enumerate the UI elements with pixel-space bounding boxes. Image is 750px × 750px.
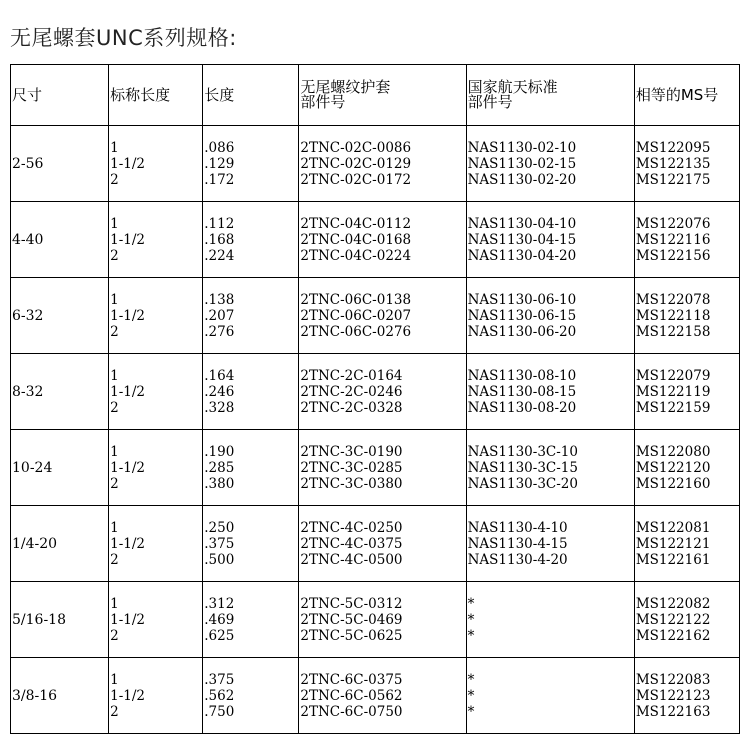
length-value: .625 [204,627,235,644]
length-value: .312 [204,595,235,612]
nas-number-value: NAS1130-06-15 [467,307,577,324]
nas-number-value: NAS1130-3C-15 [467,459,578,476]
ms-number-value: MS122095 [635,139,711,156]
nominal-length-value: 2 [110,551,119,568]
part-number-value: 2TNC-5C-0312 [300,595,403,612]
nominal-length-cell [109,658,203,734]
part-number-value: 2TNC-5C-0469 [300,611,403,628]
length-value: .224 [204,247,235,264]
nas-number-value: NAS1130-04-20 [467,247,577,264]
nominal-length-value: 1-1/2 [110,687,146,704]
ms-number-value: MS122083 [635,671,711,688]
length-cell [203,582,299,658]
nominal-length-value: 1 [110,671,119,688]
length-value: .285 [204,459,235,476]
nas-number-value: * [467,595,475,612]
length-cell [203,354,299,430]
part-number-value: 2TNC-2C-0328 [300,399,403,416]
part-number-cell [299,202,466,278]
length-value: .328 [204,399,235,416]
nominal-length-value: 2 [110,247,119,264]
nominal-length-cell [109,582,203,658]
header-nominal-length [109,65,203,126]
ms-number-value: MS122162 [635,627,711,644]
part-number-value: 2TNC-3C-0190 [300,443,403,460]
length-value: .246 [204,383,235,400]
nas-number-value: NAS1130-08-20 [467,399,577,416]
part-number-value: 2TNC-06C-0138 [300,291,412,308]
ms-number-value: MS122135 [635,155,711,172]
part-number-value: 2TNC-4C-0375 [300,535,403,552]
nominal-length-cell [109,430,203,506]
ms-number-value: MS122082 [635,595,711,612]
size-cell: 10-24 [11,430,109,506]
nas-number-value: * [467,671,475,688]
ms-number-cell [634,278,739,354]
nas-number-cell [466,126,634,202]
ms-number-cell [634,658,739,734]
length-value: .086 [204,139,235,156]
nas-number-value: NAS1130-04-15 [467,231,577,248]
nominal-length-value: 1 [110,519,119,536]
nominal-length-value: 1 [110,139,119,156]
length-value: .190 [204,443,235,460]
part-number-value: 2TNC-02C-0172 [300,171,412,188]
nominal-length-value: 1 [110,291,119,308]
part-number-value: 2TNC-02C-0086 [300,139,412,156]
nas-number-cell [466,506,634,582]
ms-number-value: MS122156 [635,247,711,264]
ms-number-cell [634,430,739,506]
nominal-length-value: 1-1/2 [110,307,146,324]
ms-number-value: MS122119 [635,383,711,400]
header-part-number-line: 无尾螺纹护套 [300,78,391,96]
part-number-value: 2TNC-2C-0164 [300,367,403,384]
header-length-line: 长度 [204,85,235,104]
length-value: .164 [204,367,235,384]
header-nas-part-number-line: 部件号 [467,93,513,111]
length-value: .469 [204,611,235,628]
part-number-value: 2TNC-06C-0276 [300,323,412,340]
nas-number-value: NAS1130-02-15 [467,155,577,172]
part-number-value: 2TNC-06C-0207 [300,307,412,324]
length-value: .562 [204,687,235,704]
nas-number-value: * [467,627,475,644]
size-cell: 1/4-20 [11,506,109,582]
part-number-value: 2TNC-3C-0285 [300,459,403,476]
part-number-value: 2TNC-4C-0500 [300,551,403,568]
length-value: .380 [204,475,235,492]
part-number-value: 2TNC-4C-0250 [300,519,403,536]
part-number-cell [299,126,466,202]
length-cell [203,126,299,202]
table-row [11,354,740,430]
header-nas-part-number [466,65,634,126]
ms-number-value: MS122159 [635,399,711,416]
nominal-length-cell [109,354,203,430]
table-row [11,430,740,506]
size-cell: 8-32 [11,354,109,430]
size-cell: 6-32 [11,278,109,354]
nas-number-value: NAS1130-02-10 [467,139,577,156]
ms-number-value: MS122175 [635,171,711,188]
nominal-length-value: 1 [110,215,119,232]
table-row [11,202,740,278]
table-row [11,582,740,658]
part-number-cell [299,582,466,658]
nas-number-value: NAS1130-4-10 [467,519,568,536]
nominal-length-value: 2 [110,171,119,188]
nas-number-cell [466,658,634,734]
length-value: .138 [204,291,235,308]
nas-number-value: * [467,687,475,704]
length-cell [203,202,299,278]
length-value: .112 [204,215,235,232]
ms-number-cell [634,354,739,430]
nas-number-value: * [467,703,475,720]
length-cell [203,658,299,734]
nominal-length-value: 1-1/2 [110,611,146,628]
nominal-length-value: 1-1/2 [110,155,146,172]
part-number-value: 2TNC-3C-0380 [300,475,403,492]
nominal-length-value: 2 [110,475,119,492]
nas-number-cell [466,354,634,430]
header-nominal-length-line: 标称长度 [110,85,171,104]
ms-number-cell [634,582,739,658]
nominal-length-cell [109,506,203,582]
nominal-length-value: 1 [110,367,119,384]
nominal-length-value: 1 [110,595,119,612]
ms-number-value: MS122161 [635,551,711,568]
ms-number-value: MS122076 [635,215,711,232]
nominal-length-value: 1-1/2 [110,231,146,248]
ms-number-value: MS122081 [635,519,711,536]
length-value: .375 [204,535,235,552]
nominal-length-value: 1-1/2 [110,459,146,476]
length-value: .168 [204,231,235,248]
ms-number-value: MS122078 [635,291,711,308]
header-size [11,65,109,126]
length-value: .207 [204,307,235,324]
table-row [11,658,740,734]
part-number-value: 2TNC-04C-0168 [300,231,412,248]
header-row [11,65,740,126]
nominal-length-value: 2 [110,399,119,416]
ms-number-value: MS122122 [635,611,711,628]
ms-number-value: MS122079 [635,367,711,384]
part-number-value: 2TNC-2C-0246 [300,383,403,400]
part-number-cell [299,430,466,506]
ms-number-value: MS122123 [635,687,711,704]
nominal-length-value: 2 [110,323,119,340]
size-cell: 3/8-16 [11,658,109,734]
nas-number-value: NAS1130-08-15 [467,383,577,400]
header-part-number-line: 部件号 [300,93,346,111]
length-value: .129 [204,155,235,172]
nas-number-value: NAS1130-3C-10 [467,443,578,460]
header-ms-number [634,65,739,126]
header-size-line: 尺寸 [12,85,43,104]
nominal-length-value: 2 [110,703,119,720]
length-cell [203,430,299,506]
length-value: .250 [204,519,235,536]
part-number-value: 2TNC-6C-0375 [300,671,403,688]
table-body [11,126,740,734]
size-cell: 5/16-18 [11,582,109,658]
part-number-value: 2TNC-6C-0750 [300,703,403,720]
nas-number-value: * [467,611,475,628]
ms-number-cell [634,126,739,202]
ms-number-value: MS122163 [635,703,711,720]
length-cell [203,506,299,582]
nas-number-cell [466,202,634,278]
ms-number-value: MS122120 [635,459,711,476]
nas-number-value: NAS1130-3C-20 [467,475,578,492]
header-part-number [299,65,466,126]
ms-number-cell [634,506,739,582]
length-value: .172 [204,171,235,188]
size-cell: 4-40 [11,202,109,278]
part-number-value: 2TNC-02C-0129 [300,155,412,172]
ms-number-value: MS122080 [635,443,711,460]
nominal-length-cell [109,126,203,202]
nas-number-value: NAS1130-06-10 [467,291,577,308]
ms-number-value: MS122160 [635,475,711,492]
size-cell: 2-56 [11,126,109,202]
nas-number-value: NAS1130-04-10 [467,215,577,232]
nas-number-cell [466,430,634,506]
header-length [203,65,299,126]
length-value: .375 [204,671,235,688]
header-ms-number-line: 相等的MS号 [635,85,719,104]
part-number-cell [299,278,466,354]
nominal-length-cell [109,202,203,278]
part-number-cell [299,354,466,430]
nominal-length-cell [109,278,203,354]
table-row [11,126,740,202]
part-number-cell [299,506,466,582]
ms-number-value: MS122118 [635,307,711,324]
length-value: .500 [204,551,235,568]
nas-number-value: NAS1130-4-20 [467,551,568,568]
nas-number-cell [466,278,634,354]
nas-number-value: NAS1130-06-20 [467,323,577,340]
part-number-value: 2TNC-5C-0625 [300,627,403,644]
nominal-length-value: 1-1/2 [110,535,146,552]
length-value: .276 [204,323,235,340]
header-nas-part-number-line: 国家航天标准 [467,78,558,96]
ms-number-value: MS122116 [635,231,711,248]
ms-number-cell [634,202,739,278]
nominal-length-value: 2 [110,627,119,644]
page-title: 无尾螺套UNC系列规格: [10,26,237,50]
length-cell [203,278,299,354]
nas-number-value: NAS1130-08-10 [467,367,577,384]
table-row [11,278,740,354]
ms-number-value: MS122121 [635,535,711,552]
ms-number-value: MS122158 [635,323,711,340]
nominal-length-value: 1 [110,443,119,460]
nas-number-value: NAS1130-4-15 [467,535,568,552]
nominal-length-value: 1-1/2 [110,383,146,400]
part-number-cell [299,658,466,734]
table-row [11,506,740,582]
part-number-value: 2TNC-6C-0562 [300,687,403,704]
nas-number-cell [466,582,634,658]
part-number-value: 2TNC-04C-0224 [300,247,412,264]
part-number-value: 2TNC-04C-0112 [300,215,412,232]
length-value: .750 [204,703,235,720]
spec-table [10,64,740,734]
nas-number-value: NAS1130-02-20 [467,171,577,188]
